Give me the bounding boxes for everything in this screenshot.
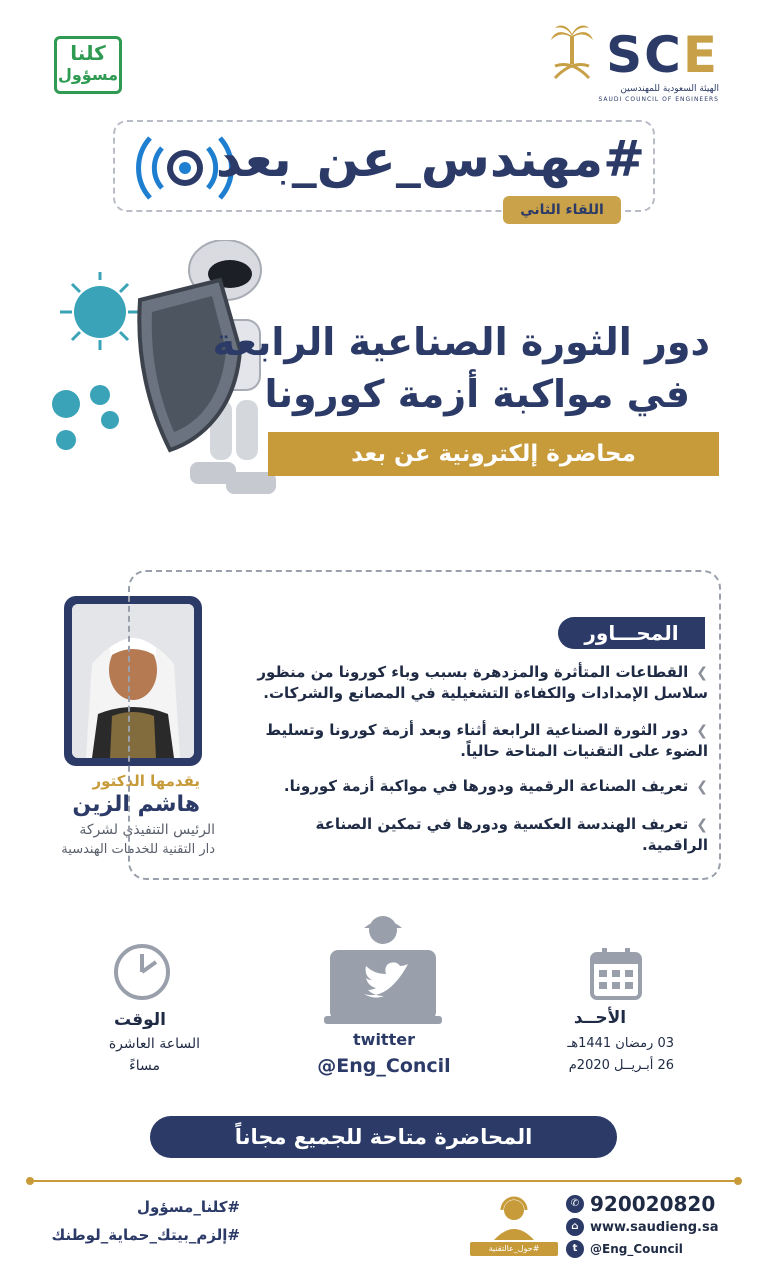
topic-item: ❯تعريف الهندسة العكسية ودورها في تمكين الصناعة الراقمية. [315, 815, 708, 854]
robot-shield-virus-illustration [40, 240, 280, 530]
hashtag-title: #مهندس_عن_بعد [215, 130, 645, 188]
calendar-icon [590, 948, 642, 1000]
home-icon: ⌂ [566, 1218, 584, 1236]
sce-name-english: SAUDI COUNCIL OF ENGINEERS [598, 96, 719, 103]
sce-wordmark: SCE [606, 26, 719, 84]
chevron-icon: ❯ [696, 779, 708, 795]
twitter-handle[interactable]: @Eng_Concil [317, 1055, 451, 1077]
twitter-laptop-icon [324, 908, 442, 1028]
date-hijri: 03 رمضان 1441هـ [567, 1036, 674, 1051]
day-label: الأحــد [573, 1008, 627, 1028]
free-access-banner: المحاضرة متاحة للجميع مجاناً [150, 1116, 617, 1158]
platform-label: twitter [353, 1030, 415, 1049]
kulna-masool-logo [54, 36, 122, 94]
social-handle: @Eng_Council [590, 1242, 683, 1256]
website-contact[interactable] [566, 1218, 719, 1236]
presenter-label: يقدمها الدكتور [92, 772, 200, 790]
footer-hashtag-2[interactable]: #إلزم_بيتك_حماية_لوطنك [51, 1226, 240, 1244]
twitter-icon: t [566, 1240, 584, 1258]
speaker-name: هاشم الزين [72, 792, 200, 817]
phone-contact[interactable] [566, 1192, 715, 1216]
chevron-icon: ❯ [696, 817, 708, 833]
topic-item: ❯تعريف الصناعة الرقمية ودورها في مواكبة أزمة كورونا. [283, 777, 708, 795]
topics-heading: المحـــاور [558, 617, 705, 649]
date-gregorian: 26 أبـريــل 2020م [568, 1058, 674, 1073]
chevron-icon: ❯ [696, 665, 708, 681]
sce-logo [549, 22, 719, 102]
phone-number: 920020820 [590, 1192, 716, 1216]
lecture-title-line2: في مواكبة أزمة كورونا [264, 372, 690, 416]
support-agent-icon [486, 1196, 542, 1240]
topic-item: ❯القطاعات المتأثرة والمزدهرة بسبب وباء كورونا من منظور سلاسل الإمدادات والكفاءة التشغيلية في المصانع والشركات. [257, 663, 708, 702]
lecture-subtitle-bar: محاضرة إلكترونية عن بعد [268, 432, 719, 476]
chevron-icon: ❯ [696, 723, 708, 739]
clock-icon [112, 942, 172, 1002]
footer-divider [30, 1180, 738, 1182]
website-url: www.saudieng.sa [590, 1219, 719, 1235]
social-contact[interactable] [566, 1240, 683, 1258]
phone-icon: ✆ [566, 1195, 584, 1213]
kulna-line2: مسؤول [57, 65, 119, 84]
time-value: الساعة العاشرة [108, 1036, 200, 1052]
time-label: الوقت [114, 1010, 166, 1030]
speaker-title-line1: الرئيس التنفيذي لشركة [79, 822, 215, 838]
support-hashtag: #حول_عالتقنية [470, 1242, 558, 1256]
meeting-tag: اللقاء الثاني [503, 196, 621, 224]
footer-hashtag-1[interactable]: #كلنا_مسؤول [137, 1198, 240, 1216]
palm-swords-icon [549, 22, 595, 84]
speaker-title-line2: دار التقنية للخدمات الهندسية [61, 842, 215, 857]
time-period: مساءً [129, 1058, 160, 1074]
sce-name-arabic: الهيئة السعودية للمهندسين [620, 84, 719, 94]
lecture-title-line1: دور الثورة الصناعية الرابعة [212, 320, 710, 364]
topic-item: ❯دور الثورة الصناعية الرابعة أثناء وبعد أزمة كورونا وتسليط الضوء على التقنيات المتاحة حالياً. [265, 721, 708, 760]
kulna-line1: كلنا [70, 41, 106, 65]
